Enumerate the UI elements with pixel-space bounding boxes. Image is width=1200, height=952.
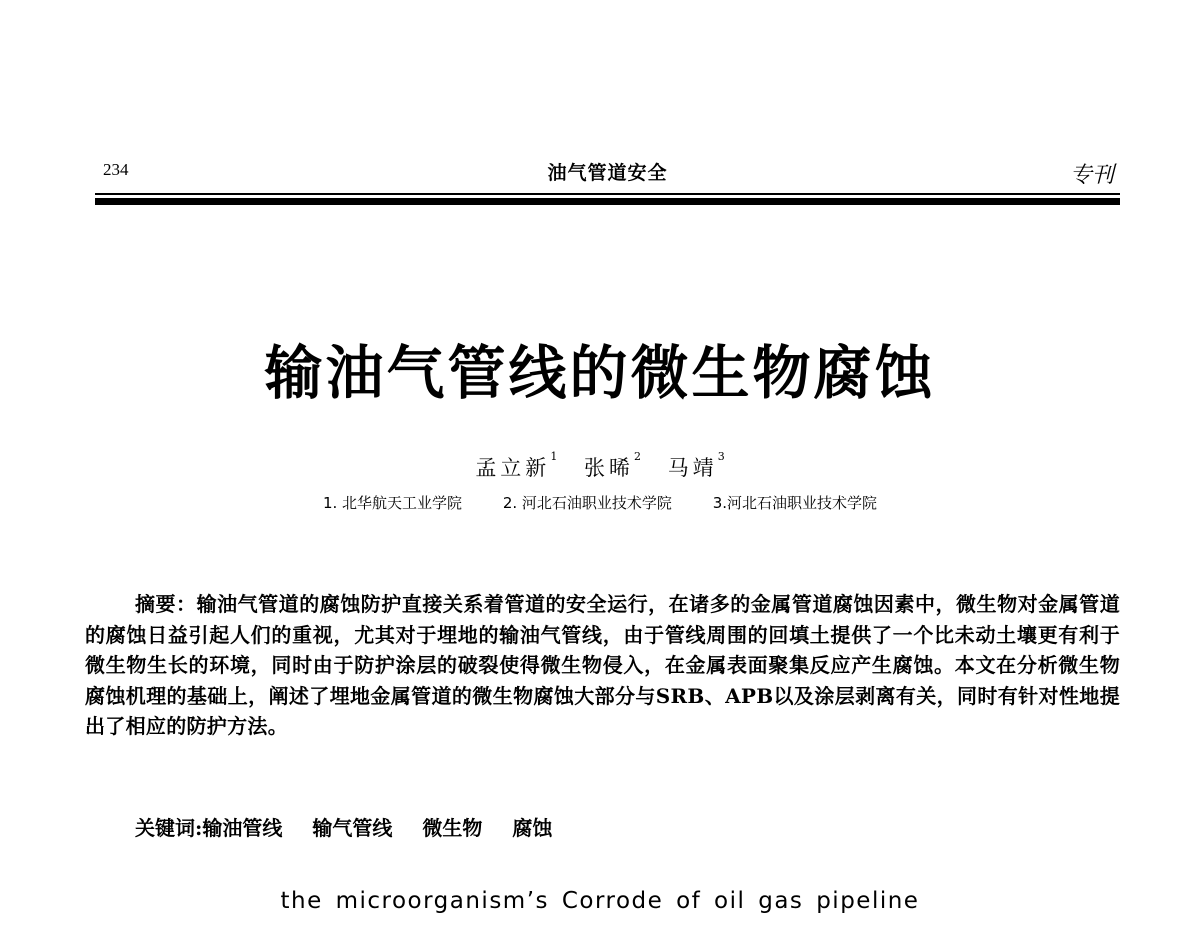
affiliation-list	[0, 492, 1200, 513]
author-list	[0, 452, 1200, 482]
author-name: 张晞	[584, 456, 634, 480]
abstract	[85, 589, 1120, 742]
author-name: 马靖	[667, 456, 718, 480]
keywords-label: 关键词:	[135, 816, 203, 840]
author-affiliation-mark: 3	[717, 450, 725, 463]
english-title: the microorganism’s Corrode of oil gas pipeline	[280, 888, 920, 914]
keyword: 腐蚀	[512, 816, 553, 840]
abstract-label: 摘要：	[135, 592, 197, 616]
keyword: 输气管线	[312, 816, 393, 840]
affiliation: 2. 河北石油职业技术学院	[502, 494, 672, 512]
page-number: 234	[103, 160, 129, 179]
page-header	[95, 158, 1120, 188]
author-affiliation-mark: 1	[550, 450, 558, 463]
abstract-text: 输油气管道的腐蚀防护直接关系着管道的安全运行，在诸多的金属管道腐蚀因素中，微生物对金属管道的腐蚀日益引起人们的重视，尤其对于埋地的输油气管线，由于管线周围的回填土提供了一个比未动土壤更有利于微生物生长的环境，同时由于防护涂层的破裂使得微生物侵入，在金属表面聚集反应产生腐蚀。本文在分析微生物腐蚀机理的基础上，阐述了埋地金属管道的微生物腐蚀大部分与SRB、APB以及涂层剥离有关，同时有针对性地提出了相应的防护方法。	[85, 592, 1120, 738]
journal-name: 油气管道安全	[547, 162, 668, 184]
issue-label: 专刊	[1069, 163, 1114, 188]
header-rule-thin	[95, 193, 1120, 195]
author-name: 孟立新	[475, 456, 551, 480]
keyword: 微生物	[422, 816, 483, 840]
affiliation: 3.河北石油职业技术学院	[712, 494, 878, 512]
header-rule-thick	[95, 198, 1120, 205]
keywords	[135, 812, 582, 841]
affiliation: 1. 北华航天工业学院	[322, 494, 463, 512]
keyword: 输油管线	[202, 816, 283, 840]
article-title: 输油气管线的微生物腐蚀	[264, 339, 936, 407]
author-affiliation-mark: 2	[634, 450, 641, 463]
